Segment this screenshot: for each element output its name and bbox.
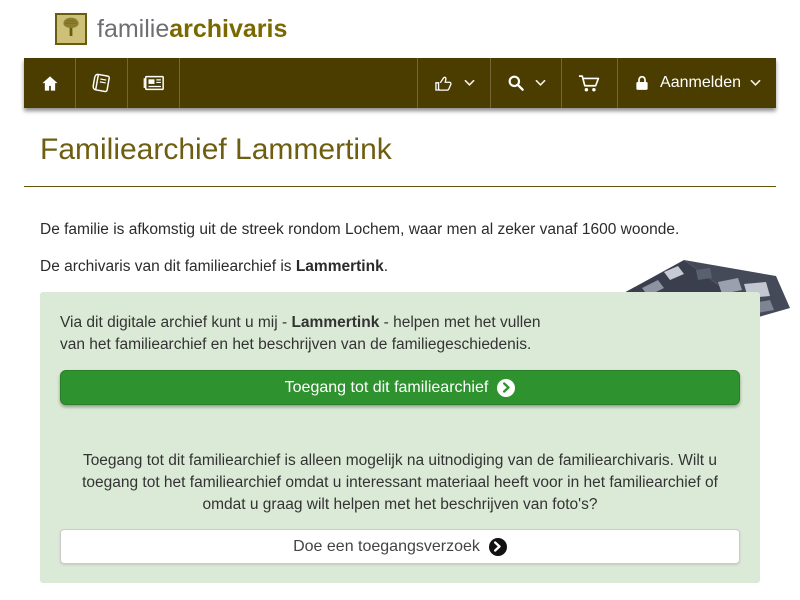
secondary-button-label: Doe een toegangsverzoek — [293, 537, 480, 555]
chevron-down-icon — [750, 79, 761, 87]
navbar-left-group — [24, 58, 180, 108]
main-content — [24, 133, 776, 583]
navbar-spacer — [180, 58, 417, 108]
arrow-circle-icon — [497, 379, 515, 397]
thumbs-up-icon — [433, 73, 455, 94]
nav-news[interactable] — [128, 58, 180, 108]
search-icon — [506, 73, 526, 93]
tree-icon — [59, 15, 83, 44]
intro-paragraph-2: De archivaris van dit familiearchief is Lammertink. — [40, 257, 389, 275]
access-archive-button[interactable] — [60, 370, 740, 405]
access-request-button[interactable] — [60, 529, 740, 564]
brand-name-regular: familie — [97, 14, 170, 43]
nav-home[interactable] — [24, 58, 76, 108]
primary-button-label: Toegang tot dit familiearchief — [284, 378, 489, 396]
intro-paragraph-1: De familie is afkomstig uit de streek rondom Lochem, waar men al zeker vanaf 1600 woonde. — [40, 221, 680, 238]
access-panel — [40, 292, 760, 583]
login-label: Aanmelden — [660, 74, 741, 91]
invite-text: Via dit digitale archief kunt u mij - Lammertink - helpen met het vullen van het familiearchief en het beschrijven van de familiegeschiedenis. — [60, 314, 541, 354]
site-header — [24, 0, 776, 58]
navbar-right-group — [417, 58, 776, 108]
chevron-down-icon — [464, 79, 475, 87]
request-info-text: Toegang tot dit familiearchief is alleen mogelijk na uitnodiging van de familiearchivaris. Wilt u toegang tot het familiearchief omdat u interessant materiaal heeft voor in het familiearchief of omdat u graag wilt helpen met het beschrijven van foto's? — [82, 452, 718, 514]
newspaper-icon — [142, 72, 166, 94]
page-container — [24, 0, 776, 583]
intro-text — [24, 219, 776, 277]
brand-name[interactable] — [97, 14, 288, 43]
nav-book[interactable] — [76, 58, 128, 108]
cart-icon — [577, 72, 602, 94]
title-divider — [24, 186, 776, 187]
brand-name-bold: archivaris — [169, 14, 288, 43]
nav-recommend-dropdown[interactable] — [417, 58, 490, 108]
page-title: Familiearchief Lammertink — [40, 133, 392, 166]
nav-cart[interactable] — [561, 58, 617, 108]
nav-login[interactable] — [617, 58, 776, 108]
nav-search-dropdown[interactable] — [490, 58, 561, 108]
lock-icon — [633, 74, 651, 93]
chevron-down-icon — [535, 79, 546, 87]
arrow-circle-icon — [489, 538, 507, 556]
book-icon — [91, 72, 113, 94]
main-navbar — [24, 58, 776, 108]
site-logo[interactable] — [55, 13, 87, 45]
home-icon — [40, 74, 60, 93]
archivist-name: Lammertink — [295, 257, 384, 275]
archivist-name: Lammertink — [291, 314, 380, 332]
